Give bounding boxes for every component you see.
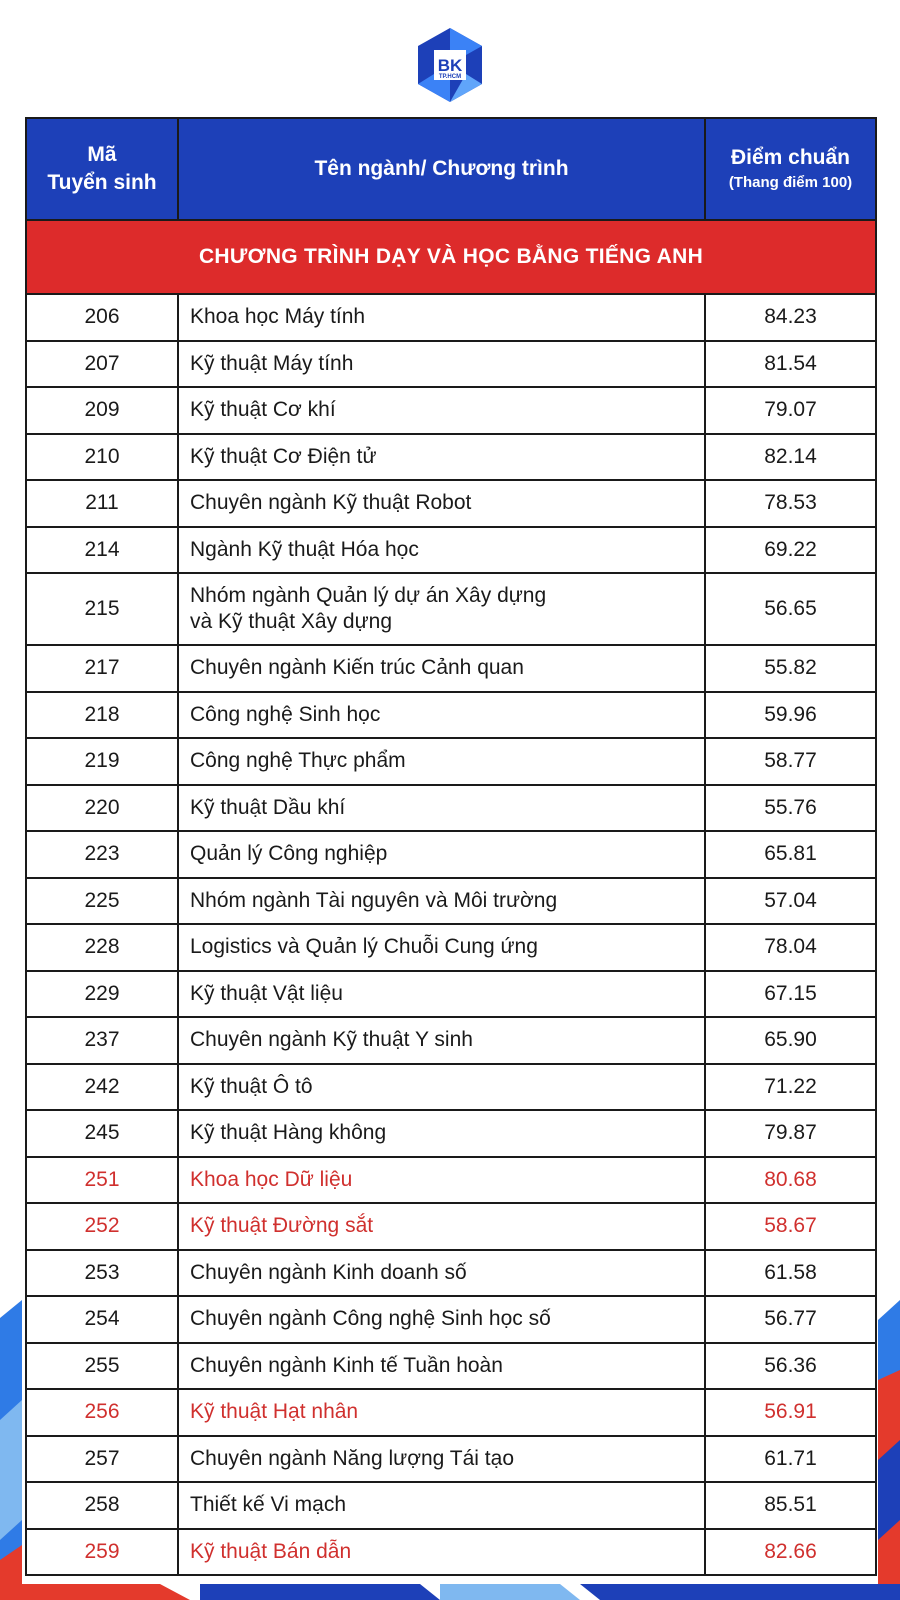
program-code: 256 bbox=[26, 1389, 178, 1436]
program-name: Khoa học Dữ liệu bbox=[178, 1157, 705, 1204]
benchmark-score: 82.14 bbox=[705, 434, 876, 481]
benchmark-score: 65.90 bbox=[705, 1017, 876, 1064]
program-name: Chuyên ngành Kỹ thuật Y sinh bbox=[178, 1017, 705, 1064]
benchmark-score: 58.77 bbox=[705, 738, 876, 785]
benchmark-score: 82.66 bbox=[705, 1529, 876, 1576]
table-row bbox=[26, 1157, 876, 1204]
program-code: 257 bbox=[26, 1436, 178, 1483]
section-header-row bbox=[26, 220, 876, 294]
program-name: Nhóm ngành Tài nguyên và Môi trường bbox=[178, 878, 705, 925]
program-code: 220 bbox=[26, 785, 178, 832]
program-code: 245 bbox=[26, 1110, 178, 1157]
header-score-line2: (Thang điểm 100) bbox=[728, 174, 853, 191]
program-code: 218 bbox=[26, 692, 178, 739]
program-name: Chuyên ngành Kinh tế Tuần hoàn bbox=[178, 1343, 705, 1390]
program-name: Thiết kế Vi mạch bbox=[178, 1482, 705, 1529]
program-name: Kỹ thuật Dầu khí bbox=[178, 785, 705, 832]
benchmark-score: 56.91 bbox=[705, 1389, 876, 1436]
program-name: Chuyên ngành Kiến trúc Cảnh quan bbox=[178, 645, 705, 692]
program-code: 223 bbox=[26, 831, 178, 878]
program-name bbox=[178, 573, 705, 645]
program-code: 211 bbox=[26, 480, 178, 527]
benchmark-score: 69.22 bbox=[705, 527, 876, 574]
program-code: 228 bbox=[26, 924, 178, 971]
benchmark-score: 85.51 bbox=[705, 1482, 876, 1529]
program-name: Quản lý Công nghiệp bbox=[178, 831, 705, 878]
logo-text: BK bbox=[437, 56, 463, 75]
program-code: 207 bbox=[26, 341, 178, 388]
benchmark-score: 79.07 bbox=[705, 387, 876, 434]
program-name: Ngành Kỹ thuật Hóa học bbox=[178, 527, 705, 574]
benchmark-score: 67.15 bbox=[705, 971, 876, 1018]
program-name: Chuyên ngành Năng lượng Tái tạo bbox=[178, 1436, 705, 1483]
table-row bbox=[26, 387, 876, 434]
table-row bbox=[26, 294, 876, 341]
benchmark-score: 61.71 bbox=[705, 1436, 876, 1483]
program-name-line1: Nhóm ngành Quản lý dự án Xây dựng bbox=[190, 584, 547, 607]
section-title: CHƯƠNG TRÌNH DẠY VÀ HỌC BẰNG TIẾNG ANH bbox=[26, 220, 876, 294]
table-row bbox=[26, 831, 876, 878]
program-name: Kỹ thuật Hàng không bbox=[178, 1110, 705, 1157]
benchmark-score: 79.87 bbox=[705, 1110, 876, 1157]
benchmark-score: 81.54 bbox=[705, 341, 876, 388]
table-row bbox=[26, 1250, 876, 1297]
program-name: Kỹ thuật Đường sắt bbox=[178, 1203, 705, 1250]
table-row bbox=[26, 645, 876, 692]
benchmark-score: 56.77 bbox=[705, 1296, 876, 1343]
program-name: Kỹ thuật Cơ Điện tử bbox=[178, 434, 705, 481]
table-row bbox=[26, 1064, 876, 1111]
header-code-line2: Tuyển sinh bbox=[47, 171, 157, 194]
program-code: 217 bbox=[26, 645, 178, 692]
table-row bbox=[26, 1343, 876, 1390]
program-name: Kỹ thuật Cơ khí bbox=[178, 387, 705, 434]
program-name: Kỹ thuật Bán dẫn bbox=[178, 1529, 705, 1576]
table-row bbox=[26, 924, 876, 971]
program-name: Công nghệ Thực phẩm bbox=[178, 738, 705, 785]
program-name: Chuyên ngành Kinh doanh số bbox=[178, 1250, 705, 1297]
benchmark-score: 71.22 bbox=[705, 1064, 876, 1111]
program-name: Kỹ thuật Hạt nhân bbox=[178, 1389, 705, 1436]
benchmark-score: 58.67 bbox=[705, 1203, 876, 1250]
program-name: Khoa học Máy tính bbox=[178, 294, 705, 341]
program-code: 258 bbox=[26, 1482, 178, 1529]
benchmark-score: 84.23 bbox=[705, 294, 876, 341]
program-name: Logistics và Quản lý Chuỗi Cung ứng bbox=[178, 924, 705, 971]
program-name: Kỹ thuật Máy tính bbox=[178, 341, 705, 388]
program-code: 214 bbox=[26, 527, 178, 574]
table-row bbox=[26, 971, 876, 1018]
program-code: 219 bbox=[26, 738, 178, 785]
benchmark-score: 56.36 bbox=[705, 1343, 876, 1390]
header-code bbox=[26, 118, 178, 220]
table-row bbox=[26, 341, 876, 388]
table-row bbox=[26, 878, 876, 925]
program-code: 206 bbox=[26, 294, 178, 341]
program-code: 242 bbox=[26, 1064, 178, 1111]
logo-subtext: TP.HCM bbox=[438, 74, 462, 80]
benchmark-score: 78.04 bbox=[705, 924, 876, 971]
benchmark-score: 59.96 bbox=[705, 692, 876, 739]
table-row bbox=[26, 692, 876, 739]
table-row bbox=[26, 1017, 876, 1064]
table-row bbox=[26, 527, 876, 574]
program-code: 252 bbox=[26, 1203, 178, 1250]
table-row bbox=[26, 1529, 876, 1576]
table-row bbox=[26, 434, 876, 481]
program-name: Chuyên ngành Công nghệ Sinh học số bbox=[178, 1296, 705, 1343]
benchmark-score: 80.68 bbox=[705, 1157, 876, 1204]
header-score bbox=[705, 118, 876, 220]
table-row bbox=[26, 480, 876, 527]
university-logo bbox=[410, 26, 490, 106]
program-name: Công nghệ Sinh học bbox=[178, 692, 705, 739]
program-code: 225 bbox=[26, 878, 178, 925]
table-row bbox=[26, 785, 876, 832]
benchmark-score: 78.53 bbox=[705, 480, 876, 527]
benchmark-score: 55.76 bbox=[705, 785, 876, 832]
table-row bbox=[26, 1296, 876, 1343]
table-row bbox=[26, 573, 876, 645]
benchmark-score: 55.82 bbox=[705, 645, 876, 692]
benchmark-score: 65.81 bbox=[705, 831, 876, 878]
header-code-line1: Mã bbox=[87, 143, 117, 166]
program-code: 253 bbox=[26, 1250, 178, 1297]
benchmark-score: 57.04 bbox=[705, 878, 876, 925]
program-code: 229 bbox=[26, 971, 178, 1018]
table-row bbox=[26, 738, 876, 785]
benchmark-score: 61.58 bbox=[705, 1250, 876, 1297]
table-row bbox=[26, 1482, 876, 1529]
program-code: 210 bbox=[26, 434, 178, 481]
program-name: Chuyên ngành Kỹ thuật Robot bbox=[178, 480, 705, 527]
program-code: 259 bbox=[26, 1529, 178, 1576]
program-name: Kỹ thuật Vật liệu bbox=[178, 971, 705, 1018]
benchmark-score: 56.65 bbox=[705, 573, 876, 645]
table-row bbox=[26, 1110, 876, 1157]
program-code: 215 bbox=[26, 573, 178, 645]
program-code: 237 bbox=[26, 1017, 178, 1064]
program-code: 255 bbox=[26, 1343, 178, 1390]
header-score-line1: Điểm chuẩn bbox=[730, 146, 851, 169]
admission-score-table bbox=[25, 117, 877, 1576]
header-name: Tên ngành/ Chương trình bbox=[178, 118, 705, 220]
program-name-line2: và Kỹ thuật Xây dựng bbox=[190, 610, 393, 633]
program-name: Kỹ thuật Ô tô bbox=[178, 1064, 705, 1111]
program-code: 209 bbox=[26, 387, 178, 434]
table-row bbox=[26, 1203, 876, 1250]
table-row bbox=[26, 1389, 876, 1436]
table-row bbox=[26, 1436, 876, 1483]
program-code: 251 bbox=[26, 1157, 178, 1204]
program-code: 254 bbox=[26, 1296, 178, 1343]
table-header-row bbox=[26, 118, 876, 220]
